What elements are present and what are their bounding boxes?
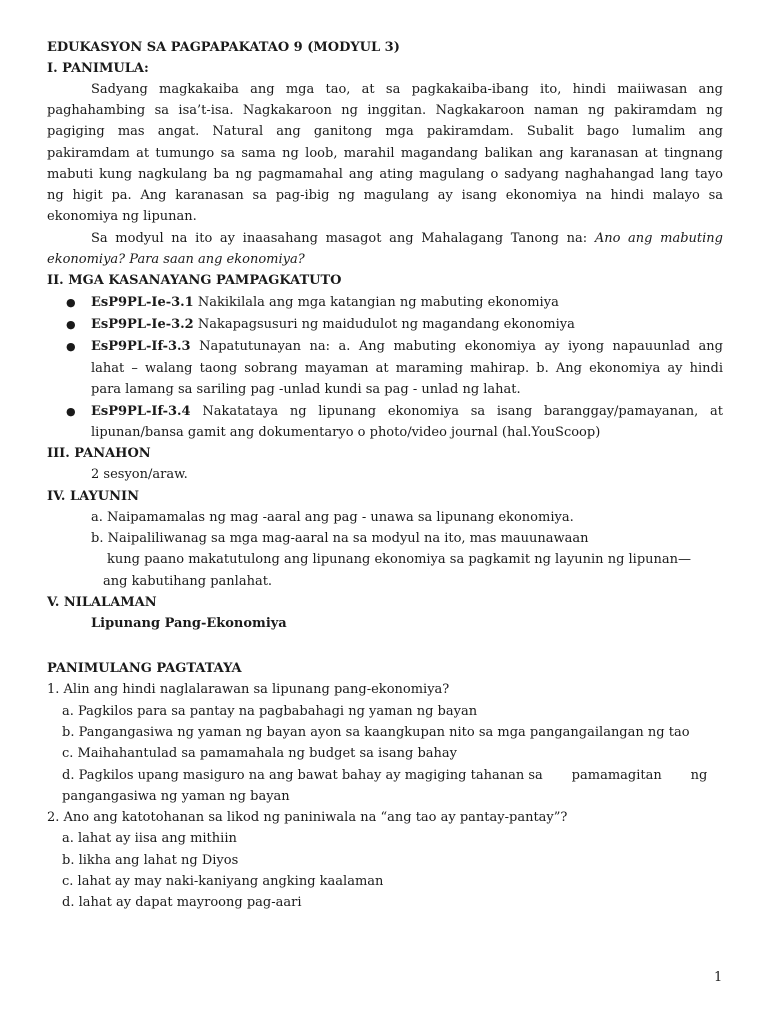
panimula-line: Sadyang magkakaiba ang mga tao, at sa pagkakaiba-ibang ito, hindi maiiwasan ang <box>91 82 723 97</box>
bullet-icon: ● <box>66 296 76 309</box>
q1-choice-d-cont: pangangasiwa ng yaman ng bayan <box>62 789 290 804</box>
competency-text: Nakapagsusuri ng maidudulot ng magandang ekonomiya <box>193 317 575 332</box>
competency-text: Nakikilala ang mga katangian ng mabuting ekonomiya <box>193 295 559 310</box>
competency-text-cont: para lamang sa sariling pag -unlad kundi sa pag - unlad ng lahat. <box>91 382 521 397</box>
kasanayan-item <box>91 404 723 420</box>
question-1: 1. Alin ang hindi naglalarawan sa lipunang pang-ekonomiya? <box>47 682 450 697</box>
layunin-heading: IV. LAYUNIN <box>47 489 139 504</box>
nilalaman-text: Lipunang Pang-Ekonomiya <box>91 616 287 631</box>
panimula-line: paghahambing sa isa’t-isa. Nagkakaroon ng inggitan. Nagkakaroon naman ng pakiramdam ng <box>47 103 723 118</box>
bullet-icon: ● <box>66 318 76 331</box>
q2-choice-c: c. lahat ay may naki-kaniyang angking kaalaman <box>62 874 384 889</box>
kasanayan-heading: II. MGA KASANAYANG PAMPAGKATUTO <box>47 273 342 288</box>
panimula-heading: I. PANIMULA: <box>47 61 149 76</box>
panimula-p2-question-cont: ekonomiya? Para saan ang ekonomiya? <box>47 252 305 267</box>
panahon-heading: III. PANAHON <box>47 446 151 461</box>
layunin-b-cont: ang kabutihang panlahat. <box>103 574 273 589</box>
panimula-p2-question: Ano ang mabuting <box>594 231 723 246</box>
q1-choice-d: d. Pagkilos upang masiguro na ang bawat bahay ay magiging tahanan sa pamamagitan ng <box>62 768 708 783</box>
competency-code: EsP9PL-Ie-3.1 <box>91 295 194 310</box>
document-title: EDUKASYON SA PAGPAPAKATAO 9 (MODYUL 3) <box>47 40 400 55</box>
q1-choice-a: a. Pagkilos para sa pantay na pagbabahagi ng yaman ng bayan <box>62 704 478 719</box>
panimula-line: ekonomiya ng lipunan. <box>47 209 197 224</box>
kasanayan-item <box>91 317 723 333</box>
layunin-a: a. Naipamamalas ng mag -aaral ang pag - unawa sa lipunang ekonomiya. <box>91 510 574 525</box>
panimula-line: mabuti kung nagkulang ba ng pagmamahal ang ating magulang o sadyang naghahangad lang tayo <box>47 167 723 182</box>
layunin-b-cont: kung paano makatutulong ang lipunang ekonomiya sa pagkamit ng layunin ng lipunan— <box>107 552 692 567</box>
competency-text: Napatutunayan na: a. Ang mabuting ekonomiya ay iyong napauunlad ang <box>190 339 723 354</box>
q1-choice-c: c. Maihahantulad sa pamamahala ng budget sa isang bahay <box>62 746 458 761</box>
kasanayan-item <box>91 295 723 311</box>
competency-code: EsP9PL-If-3.3 <box>91 339 191 354</box>
q2-choice-b: b. likha ang lahat ng Diyos <box>62 853 239 868</box>
kasanayan-item <box>91 339 723 355</box>
q2-choice-a: a. lahat ay iisa ang mithiin <box>62 831 237 846</box>
competency-text: Nakatataya ng lipunang ekonomiya sa isang baranggay/pamayanan, at <box>190 404 723 419</box>
competency-text-cont: lipunan/bansa gamit ang dokumentaryo o photo/video journal (hal.YouScoop) <box>91 425 601 440</box>
q2-choice-d: d. lahat ay dapat mayroong pag-aari <box>62 895 302 910</box>
panahon-text: 2 sesyon/araw. <box>91 467 188 482</box>
competency-code: EsP9PL-Ie-3.2 <box>91 317 194 332</box>
panimula-line: pagiging mas angat. Natural ang ganitong mga pakiramdam. Subalit bago lumalim ang <box>47 124 723 139</box>
pagtataya-heading: PANIMULANG PAGTATAYA <box>47 661 242 676</box>
q1-choice-b: b. Pangangasiwa ng yaman ng bayan ayon sa kaangkupan nito sa mga pangangailangan ng tao <box>62 725 690 740</box>
competency-code: EsP9PL-If-3.4 <box>91 404 191 419</box>
layunin-b: b. Naipaliliwanag sa mga mag-aaral na sa modyul na ito, mas mauunawaan <box>91 531 589 546</box>
panimula-line: pakiramdam at tumungo sa sama ng loob, marahil magandang balikan ang karanasan at tingnang <box>47 146 723 161</box>
panimula-p2-line <box>91 231 723 247</box>
bullet-icon: ● <box>66 340 76 353</box>
question-2: 2. Ano ang katotohanan sa likod ng paniniwala na “ang tao ay pantay-pantay”? <box>47 810 568 825</box>
competency-text-cont: lahat – walang taong sobrang mayaman at maraming mahirap. b. Ang ekonomiya ay hindi <box>91 361 723 376</box>
bullet-icon: ● <box>66 405 76 418</box>
page-number: 1 <box>714 970 723 985</box>
panimula-line: ng higit pa. Ang karanasan sa pag-ibig ng magulang ay isang ekonomiya na hindi malayo sa <box>47 188 723 203</box>
nilalaman-heading: V. NILALAMAN <box>47 595 157 610</box>
panimula-p2-text: Sa modyul na ito ay inaasahang masagot ang Mahalagang Tanong na: <box>91 231 595 246</box>
